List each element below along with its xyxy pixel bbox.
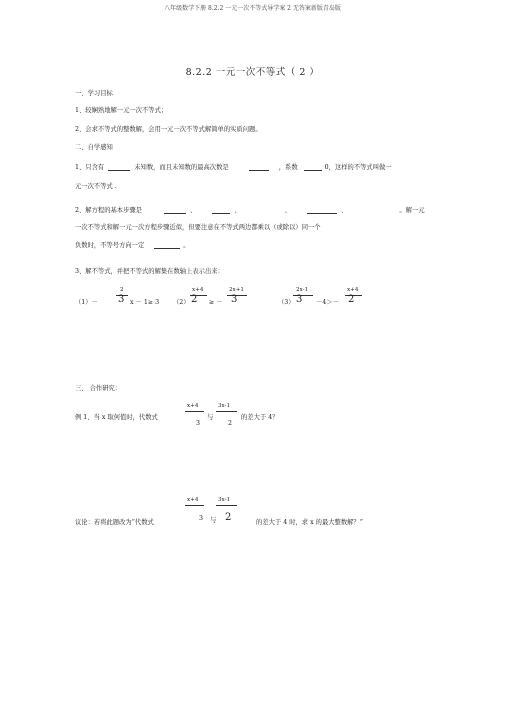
discussion-numerator-1: x+4 [187, 497, 199, 503]
objective-2: 2、会求不等式的整数解，会用一元一次不等式解简单的实质问题。 [75, 126, 262, 133]
q3-p3-numerator-2: x+4 [347, 287, 359, 293]
objective-1: 1、较娴熟地解一元一次不等式； [75, 107, 168, 114]
q3-p3-numerator-1: 2x-1 [296, 287, 309, 293]
discussion-conjunction: 与 [210, 517, 217, 524]
question-2-line1 [75, 205, 425, 214]
q2-text-c: 负数时，不等号方向一定 [75, 242, 145, 249]
q3-p2-label: （2） [173, 299, 190, 306]
q1-blank-1 [108, 163, 130, 171]
q2-sep-2: 、 [234, 207, 241, 214]
example-1-suffix: 的差大于 4？ [241, 414, 279, 421]
q3-p1-numerator: 2 [120, 287, 124, 293]
q2-blank-6 [154, 241, 180, 249]
q2-blank-4 [307, 206, 337, 214]
discussion-denominator-2: 2 [225, 512, 232, 523]
example-1-prefix: 例 1、当 x 取何值时，代数式 [75, 414, 158, 421]
example-1-denominator-1: 3 [196, 420, 201, 427]
q3-p1-denominator: 3 [118, 294, 125, 305]
q1-blank-2 [249, 163, 269, 171]
q3-p3-denominator-2: 2 [348, 294, 355, 305]
q1-text-d: 0，这样的不等式叫做一 [324, 164, 392, 171]
q1-text-a: 1、只含有 [75, 164, 105, 171]
example-1-fraction-bar-1 [185, 411, 204, 412]
q3-p1-rest: x － 1≥ 3 [130, 299, 160, 306]
discussion-suffix: 的差大于 4 时，求 x 的最大整数解？” [256, 519, 363, 526]
section3-heading: 三、 合作研究： [75, 385, 122, 392]
q3-p3-label: （3） [278, 299, 295, 306]
discussion-denominator-1: 3 [199, 515, 204, 522]
discussion-prefix: 议论：若将此题改为“代数式 [75, 519, 154, 526]
q1-blank-3 [304, 163, 322, 171]
question-1-line2: 元一次不等式 . [75, 183, 117, 190]
example-1-denominator-2: 2 [228, 420, 233, 427]
q2-text-a: 2、解方程的基本步骤是 [75, 207, 142, 214]
example-1-conjunction: 与 [207, 414, 214, 421]
q2-sep-4: 、 [341, 207, 348, 214]
q3-p2-numerator-2: 2x+1 [229, 287, 244, 293]
question-2-line2: 一次不等式和解一元一次方程步骤近似，但要注意在不等式两边都乘以（或除以）同一个 [75, 224, 321, 231]
discussion-numerator-2: 3x-1 [218, 497, 231, 503]
q1-text-b: 未知数，而且未知数的最高次数是 [134, 164, 229, 171]
section1-heading: 一、学习目标 [75, 90, 113, 97]
question-3-prompt: 3、解不等式，并把不等式的解集在数轴上表示出来： [75, 268, 224, 275]
q2-blank-2 [212, 206, 230, 214]
q1-text-c: ，系数 [278, 164, 298, 171]
q3-p1-label: （1）－ [75, 299, 98, 306]
example-1-numerator-2: 3x-1 [218, 403, 231, 409]
question-1-line1 [75, 162, 392, 171]
example-1-numerator-1: x+4 [187, 403, 199, 409]
section2-heading: 二、自学感知 [75, 144, 113, 151]
q3-p2-denominator-2: 3 [231, 294, 238, 305]
q3-p3-denominator-1: 3 [296, 294, 303, 305]
discussion-fraction-bar-1 [185, 505, 204, 506]
q3-p3-operator: －4＞－ [316, 299, 339, 306]
question-2-line3 [75, 240, 190, 249]
q3-p2-numerator-1: x+4 [192, 287, 204, 293]
q3-p2-denominator-1: 2 [191, 294, 198, 305]
q2-sep-1: 、 [190, 207, 197, 214]
q2-text-b: 。解一元 [399, 207, 425, 214]
page-title: 8.2.2 一元一次不等式（ 2 ） [185, 67, 320, 78]
q3-p2-operator: ≥ － [209, 299, 223, 306]
q2-text-d: 。 [183, 242, 190, 249]
example-1-fraction-bar-2 [216, 411, 237, 412]
document-header: 八年级数学下册 8.2.2 一元一次不等式导学案 2 无答案新版青岛版 [164, 5, 341, 12]
q2-blank-1 [164, 206, 186, 214]
discussion-fraction-bar-2 [216, 505, 237, 506]
q2-sep-3: 、 [284, 207, 291, 214]
